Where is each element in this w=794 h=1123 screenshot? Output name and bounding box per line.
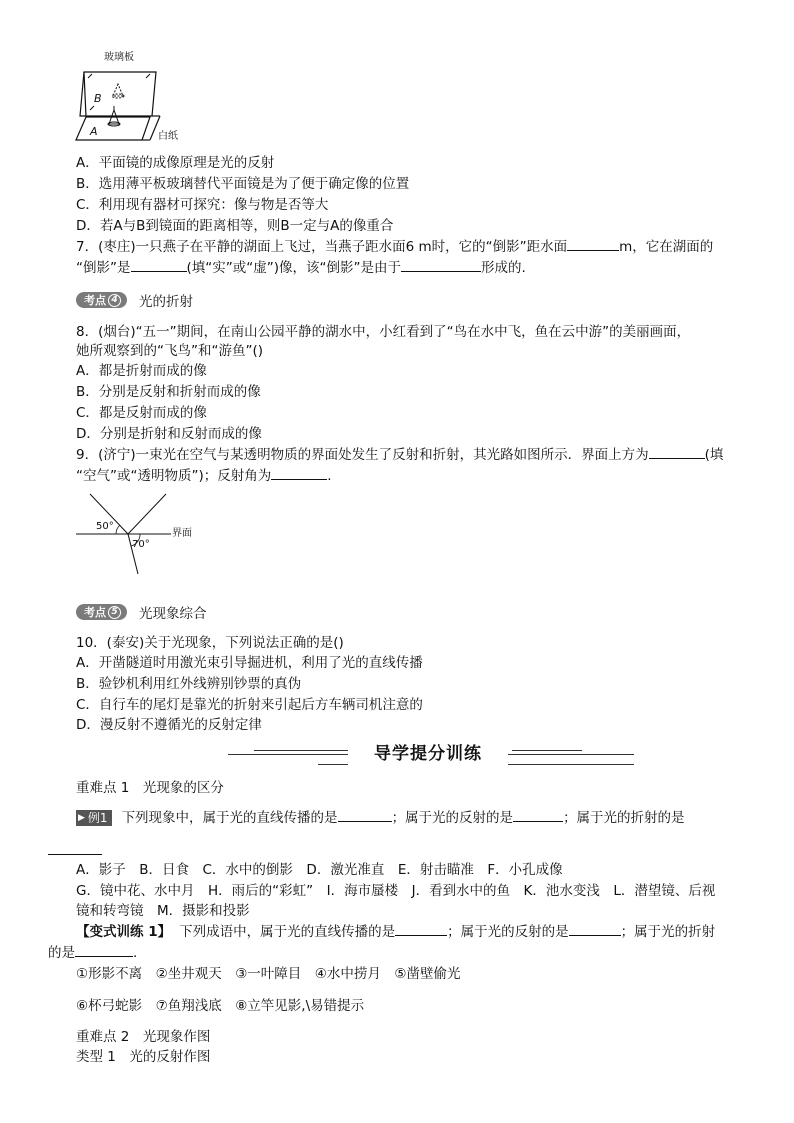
q8-option-a: A．都是折射而成的像	[76, 363, 207, 379]
q9-line2	[76, 467, 332, 485]
q9-text: (填	[704, 447, 724, 463]
white-paper-label: 白纸	[158, 131, 178, 142]
answer-blank[interactable]	[649, 446, 705, 459]
q9-text: “空气”或“透明物质”)；反射角为	[76, 468, 272, 484]
example-text: ；属于光的折射的是	[563, 810, 685, 826]
example-options-line2: G．镜中花、水中月 H．雨后的“彩虹” I．海市蜃楼 J．看到水中的鱼 K．池水变浅 L．潜望镜、后视	[76, 883, 716, 899]
q9-text: 9．(济宁)一束光在空气与某透明物质的界面处发生了反射和折射，其光路如图所示．界面上方为	[76, 447, 649, 463]
example-options-line3: 镜和转弯镜 M．摄影和投影	[76, 903, 250, 919]
variant-training-label: 【变式训练 1】	[76, 924, 172, 940]
section-banner	[228, 740, 634, 770]
answer-blank[interactable]	[75, 944, 133, 957]
interface-label: 界面	[172, 528, 192, 539]
q10-option-c: C．自行车的尾灯是靠光的折射来引起后方车辆司机注意的	[76, 697, 423, 713]
q8-option-d: D．分别是折射和反射而成的像	[76, 426, 262, 442]
variant-text: 的是	[48, 945, 75, 961]
variant-text: .	[133, 945, 138, 961]
example-badge: ▶ 例1	[76, 810, 112, 826]
section-title: 光的折射	[139, 294, 193, 310]
key-point-1-title: 重难点 1 光现象的区分	[76, 780, 224, 796]
answer-blank[interactable]	[513, 809, 563, 822]
q7-text: (填“实”或“虚”)像，该“倒影”是由于	[186, 260, 401, 276]
q10-option-d: D．漫反射不遵循光的反射定律	[76, 717, 262, 733]
q10-option-b: B．验钞机利用红外线辨别钞票的真伪	[76, 676, 302, 692]
idioms-line1: ①形影不离 ②坐井观天 ③一叶障目 ④水中捞月 ⑤凿壁偷光	[76, 966, 461, 982]
variant-text: ；属于光的反射的是	[447, 924, 569, 940]
answer-blank[interactable]	[395, 923, 447, 936]
idioms-line2: ⑥杯弓蛇影 ⑦鱼翔浅底 ⑧立竿见影,\易错提示	[76, 998, 365, 1014]
example-text: 下列现象中，属于光的直线传播的是	[121, 810, 338, 826]
section-heading-kaodian-5	[76, 602, 207, 622]
answer-blank[interactable]	[48, 842, 102, 855]
q9-line1	[76, 446, 723, 464]
q10-option-a: A．开凿隧道时用激光束引导掘进机，利用了光的直线传播	[76, 655, 423, 671]
q7-line1	[76, 238, 713, 256]
answer-blank[interactable]	[567, 238, 619, 251]
q6-option-d: D．若A与B到镜面的距离相等，则B一定与A的像重合	[76, 218, 394, 234]
example-text: ；属于光的反射的是	[391, 810, 514, 826]
angle-label-70: 70°	[132, 539, 150, 550]
answer-blank[interactable]	[401, 259, 481, 272]
q8-stem-line2: 她所观察到的“飞鸟”和“游鱼”()	[76, 343, 264, 359]
kaodian-badge: 考点 5	[76, 604, 127, 620]
q8-option-b: B．分别是反射和折射而成的像	[76, 384, 261, 400]
variant-training-line1	[76, 923, 715, 941]
section-title: 光现象综合	[139, 606, 207, 622]
banner-title: 导学提分训练	[348, 742, 508, 766]
q7-text: “倒影”是	[76, 260, 131, 276]
glass-plate-figure	[70, 52, 190, 144]
q7-text: m，它在湖面的	[619, 239, 714, 255]
section-heading-kaodian-4	[76, 290, 193, 310]
q7-line2	[76, 259, 526, 277]
light-path-figure	[76, 492, 206, 576]
example-1-line1	[76, 809, 685, 827]
candle-a-label: A	[90, 125, 98, 138]
key-point-2-title: 重难点 2 光现象作图	[76, 1029, 211, 1045]
glass-plate-label: 玻璃板	[104, 52, 134, 63]
q6-option-c: C．利用现有器材可探究：像与物是否等大	[76, 197, 329, 213]
variant-training-line2	[48, 944, 137, 962]
answer-blank[interactable]	[131, 259, 187, 272]
answer-blank[interactable]	[338, 809, 392, 822]
q9-text: .	[327, 468, 332, 484]
q8-stem-line1: 8．(烟台)“五一”期间，在南山公园平静的湖水中，小红看到了“鸟在水中飞，鱼在云中游”的美丽画面，	[76, 324, 691, 340]
variant-text: ；属于光的折射	[620, 924, 716, 940]
q8-option-c: C．都是反射而成的像	[76, 405, 207, 421]
kaodian-badge: 考点 4	[76, 292, 127, 308]
example-options-line1: A．影子 B．日食 C．水中的倒影 D．激光准直 E．射击瞄准 F．小孔成像	[76, 862, 563, 878]
q7-text: 7．(枣庄)一只燕子在平静的湖面上飞过，当燕子距水面6 m时，它的“倒影”距水面	[76, 239, 568, 255]
angle-label-50: 50°	[96, 521, 114, 532]
variant-text: 下列成语中，属于光的直线传播的是	[179, 924, 396, 940]
answer-blank[interactable]	[271, 467, 327, 480]
q6-option-b: B．选用薄平板玻璃替代平面镜是为了便于确定像的位置	[76, 176, 410, 192]
type-1-title: 类型 1 光的反射作图	[76, 1049, 211, 1065]
answer-blank[interactable]	[569, 923, 621, 936]
q7-text: 形成的.	[481, 260, 526, 276]
q6-option-a: A．平面镜的成像原理是光的反射	[76, 155, 275, 171]
candle-b-label: B	[94, 92, 102, 105]
q10-stem: 10．(泰安)关于光现象，下列说法正确的是()	[76, 635, 344, 651]
